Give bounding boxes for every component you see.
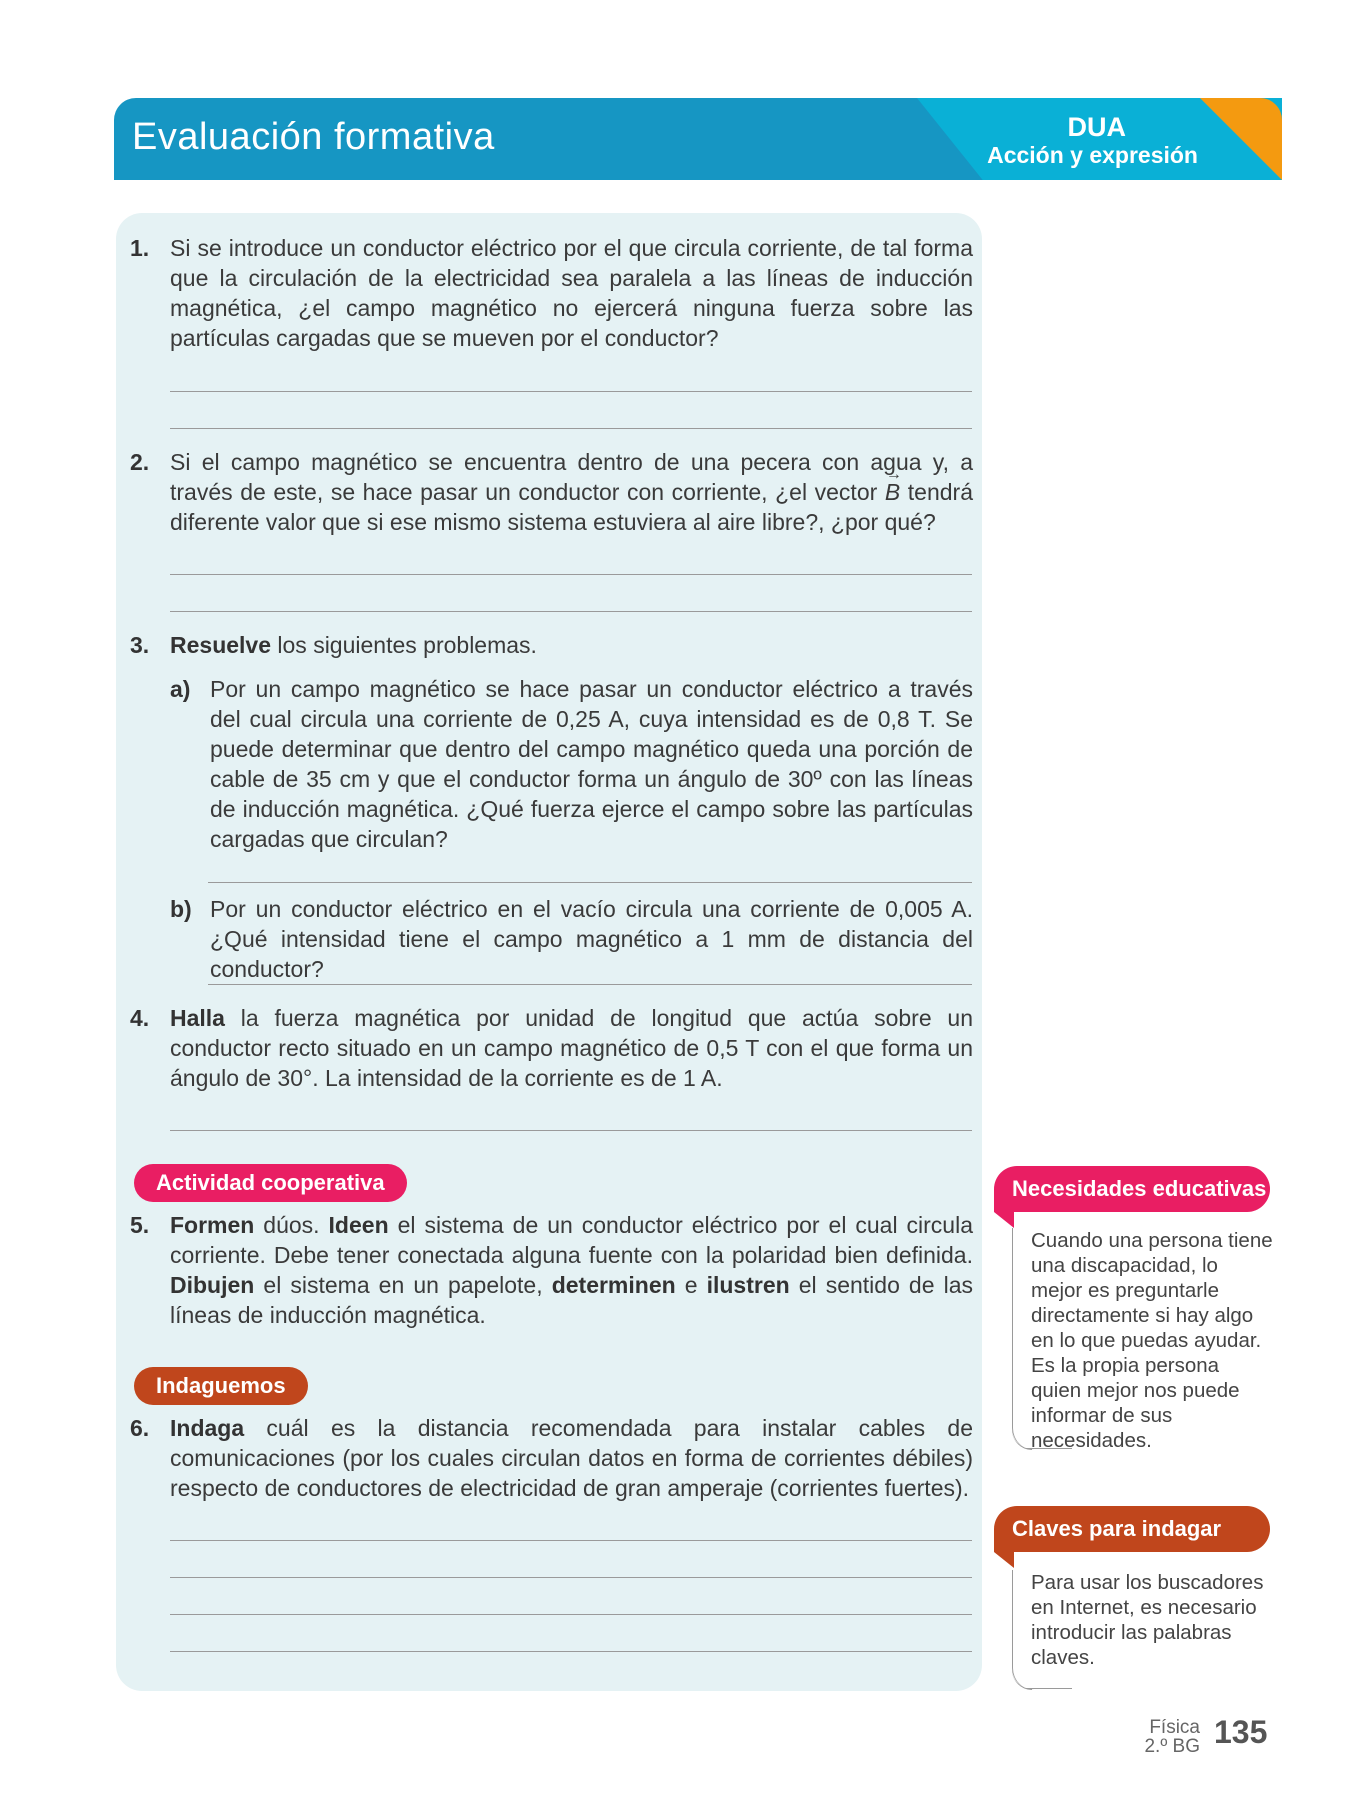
claves-frame-corner <box>1012 1570 1032 1690</box>
question-text <box>170 1003 973 1093</box>
question-6 <box>130 1413 973 1503</box>
question-text-part: Si el campo magnético se encuentra dentro de una pecera con agua y, a través de este, se hace pasar un conductor con corriente, ¿el vector <box>170 449 973 505</box>
necesidades-educativas-text: Cuando una persona tiene una discapacidad, lo mejor es preguntarle directamente si hay algo en lo que puedas ayudar. Es la propia persona quien mejor nos puede informar de sus necesidades. <box>1012 1228 1274 1450</box>
dua-title: DUA <box>1067 112 1126 142</box>
necesidades-frame-corner <box>1012 1228 1032 1450</box>
question-text-part: cuál es la distancia recomendada para instalar cables de comunicaciones (por los cuales circulan datos en forma de corrientes débiles) respecto de conductores de electricidad de gran amperaje (corrientes fuertes). <box>170 1415 973 1501</box>
answer-line[interactable] <box>170 1540 972 1541</box>
question-1 <box>130 233 973 353</box>
subquestion-label: b) <box>170 896 192 922</box>
question-text-part: e <box>675 1272 707 1298</box>
footer-grade: 2.º BG <box>1144 1736 1200 1757</box>
question-3 <box>130 630 973 660</box>
necesidades-frame-rule <box>1026 1448 1072 1449</box>
subquestion-text: Por un campo magnético se hace pasar un conductor eléctrico a través del cual circula una corriente de 0,25 A, cuya intensidad es de 0,8 T. Se puede determinar que dentro del campo magnético queda una porción de cable de 35 cm y que el conductor forma un ángulo de 30º con las líneas de inducción magnética. ¿Qué fuerza ejerce el campo sobre las partículas cargadas que circulan? <box>210 676 973 852</box>
claves-frame-rule <box>1026 1688 1072 1689</box>
question-text-part: el sistema de un conductor eléctrico por el cual circula corriente. Debe tener conectada alguna fuente con la polaridad bien definida. <box>170 1212 974 1268</box>
question-verb: Formen <box>170 1212 255 1238</box>
answer-line[interactable] <box>170 428 972 429</box>
question-number: 3. <box>130 632 150 658</box>
answer-line[interactable] <box>170 574 972 575</box>
question-text <box>170 447 973 537</box>
answer-line[interactable] <box>170 1130 972 1131</box>
question-verb: Dibujen <box>170 1272 255 1298</box>
footer-subject <box>1144 1718 1200 1756</box>
question-number: 5. <box>130 1212 150 1238</box>
indaguemos-badge: Indaguemos <box>134 1367 308 1405</box>
question-text <box>170 630 973 660</box>
question-text-part: el sistema en un papelote, <box>254 1272 552 1298</box>
question-text: Si se introduce un conductor eléctrico por el que circula corriente, de tal forma que la circulación de la electricidad sea paralela a las líneas de inducción magnética, ¿el campo magnético no ejercerá ninguna fuerza sobre las partículas cargadas que se mueven por el conductor? <box>170 235 973 351</box>
question-number: 4. <box>130 1005 150 1031</box>
claves-para-indagar-text: Para usar los buscadores en Internet, es necesario introducir las palabras claves. <box>1012 1570 1274 1690</box>
subquestion-label: a) <box>170 676 191 702</box>
question-number: 6. <box>130 1415 150 1441</box>
question-3a <box>170 674 973 854</box>
question-text-part: el sentido de las líneas de inducción magnética. <box>170 1272 973 1328</box>
question-text-part: tendrá diferente valor que si ese mismo sistema estuviera al aire libre?, ¿por qué? <box>170 479 973 535</box>
question-number: 2. <box>130 449 150 475</box>
question-text-part: los siguientes problemas. <box>271 632 537 658</box>
question-text-part: la fuerza magnética por unidad de longitud que actúa sobre un conductor recto situado en un campo magnético de 0,5 T con el que forma un ángulo de 30°. La intensidad de la corriente es de 1 A. <box>170 1005 973 1091</box>
vector-b-symbol: → B <box>885 477 900 507</box>
question-2 <box>130 447 973 537</box>
question-5 <box>130 1210 973 1330</box>
necesidades-notch <box>994 1212 1014 1228</box>
question-verb: Halla <box>170 1005 225 1031</box>
answer-line[interactable] <box>208 984 972 985</box>
subquestion-text: Por un conductor eléctrico en el vacío circula una corriente de 0,005 A. ¿Qué intensidad tiene el campo magnético a 1 mm de distancia del conductor? <box>210 896 973 982</box>
question-text <box>170 1413 973 1503</box>
claves-notch <box>994 1552 1014 1568</box>
question-verb: Ideen <box>328 1212 389 1238</box>
question-verb: Resuelve <box>170 632 272 658</box>
footer-subject-name: Física <box>1149 1717 1200 1738</box>
answer-line[interactable] <box>170 391 972 392</box>
answer-line[interactable] <box>170 1651 972 1652</box>
question-verb: Indaga <box>170 1415 245 1441</box>
answer-line[interactable] <box>170 1577 972 1578</box>
question-number: 1. <box>130 235 150 261</box>
claves-para-indagar-title: Claves para indagar <box>994 1506 1270 1552</box>
page-number: 135 <box>1214 1714 1268 1750</box>
question-verb: determinen <box>551 1272 676 1298</box>
answer-line[interactable] <box>170 611 972 612</box>
question-3b <box>170 894 973 984</box>
question-verb: ilustren <box>706 1272 790 1298</box>
header-banner <box>114 98 1282 180</box>
answer-line[interactable] <box>208 882 972 883</box>
question-text-part: dúos. <box>254 1212 329 1238</box>
question-text <box>170 1210 973 1330</box>
necesidades-educativas-title: Necesidades educativas <box>994 1166 1270 1212</box>
dua-subtitle: Acción y expresión <box>987 142 1198 168</box>
answer-line[interactable] <box>170 1614 972 1615</box>
question-4 <box>130 1003 973 1093</box>
page-title: Evaluación formativa <box>132 116 495 158</box>
actividad-cooperativa-badge: Actividad cooperativa <box>134 1164 407 1202</box>
